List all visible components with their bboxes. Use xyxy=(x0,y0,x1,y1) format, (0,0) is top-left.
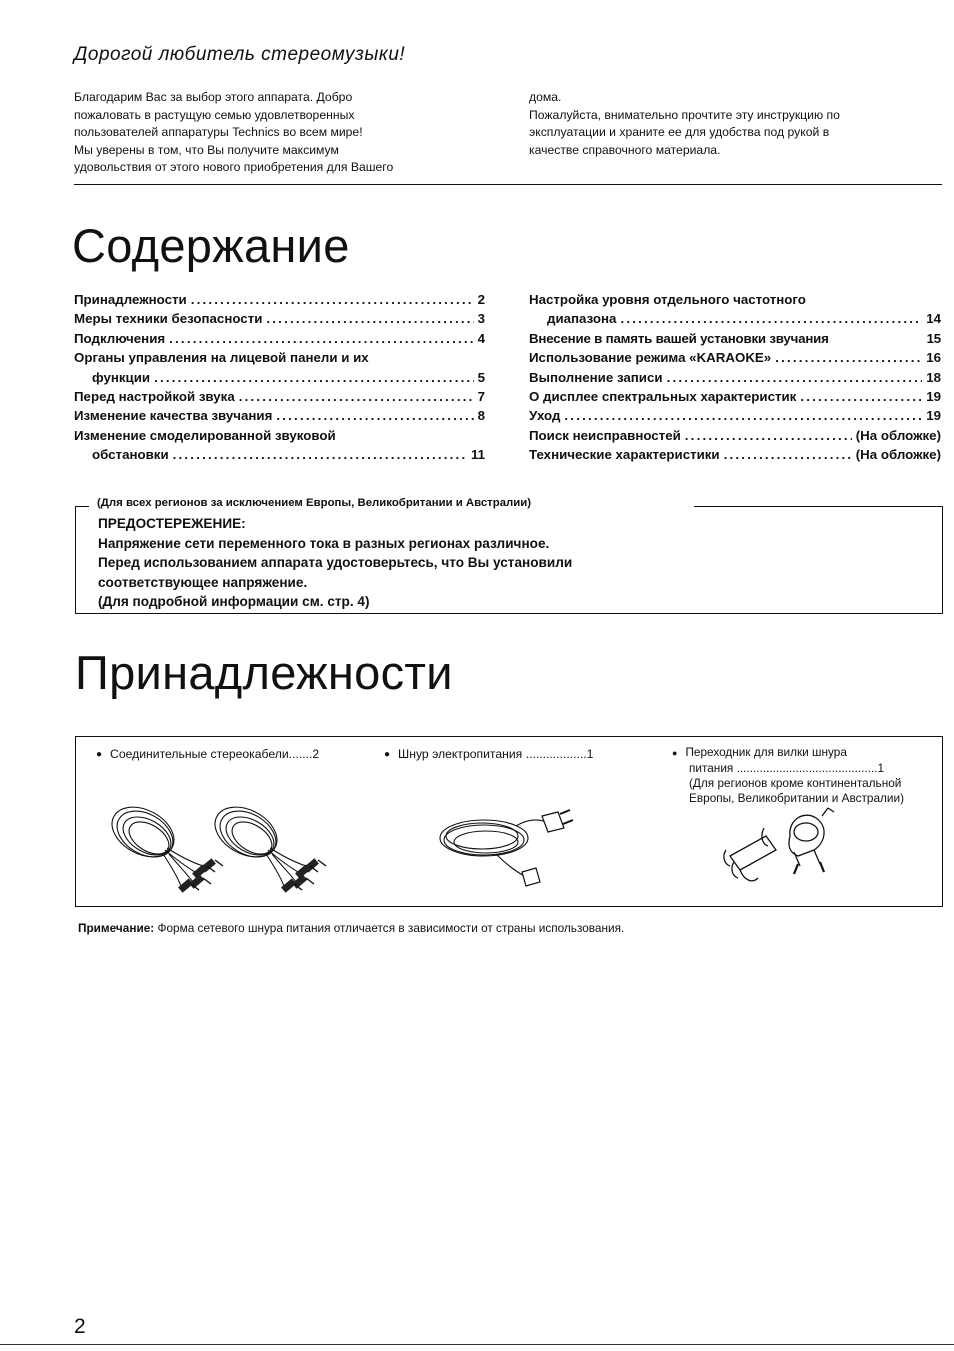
accessory-region-note: Европы, Великобритании и Австралии) xyxy=(689,791,905,805)
toc-leader xyxy=(173,445,467,464)
toc-left-column xyxy=(74,290,485,465)
toc-leader xyxy=(276,406,473,425)
toc-entry[interactable] xyxy=(529,445,941,464)
accessory-qty: 2 xyxy=(312,747,320,761)
accessory-leader: ........................................... xyxy=(736,761,878,775)
bullet-icon: ● xyxy=(96,749,103,760)
caution-line: соответствующее напряжение. xyxy=(98,574,308,590)
toc-entry-page: 7 xyxy=(477,389,485,405)
toc-leader xyxy=(239,387,474,406)
toc-entry-page: (На обложке) xyxy=(855,427,941,443)
toc-leader xyxy=(564,406,922,425)
footnote-text: Форма сетевого шнура питания отличается в зависимости от страны использования. xyxy=(157,921,625,935)
toc-entry[interactable] xyxy=(529,329,941,348)
intro-line: пожаловать в растущую семью удовлетворенных xyxy=(74,107,355,122)
toc-entry-page: 5 xyxy=(477,369,485,385)
toc-entry-title: Подключения xyxy=(74,330,166,346)
toc-entry-page: 4 xyxy=(477,330,485,346)
toc-entry-title: Изменение качества звучания xyxy=(74,408,273,424)
toc-leader xyxy=(266,309,473,328)
caution-line: Напряжение сети переменного тока в разных регионах различное. xyxy=(98,535,550,551)
toc-leader xyxy=(800,387,922,406)
toc-entry-title: обстановки xyxy=(92,447,169,463)
toc-entry[interactable] xyxy=(74,329,485,348)
accessories-title: Принадлежности xyxy=(75,646,453,699)
toc-entry[interactable] xyxy=(74,368,485,387)
toc-entry-title: Выполнение записи xyxy=(529,369,663,385)
toc-entry-title: функции xyxy=(92,369,151,385)
toc-entry-page: 14 xyxy=(926,311,941,327)
toc-leader xyxy=(620,309,922,328)
toc-entry[interactable] xyxy=(74,406,485,425)
toc-leader xyxy=(154,368,474,387)
page-bottom-edge xyxy=(0,1344,954,1345)
intro-line: эксплуатации и храните ее для удобства под рукой в xyxy=(529,125,830,139)
accessory-stereo-cables xyxy=(96,747,319,761)
toc-entry[interactable] xyxy=(529,368,941,387)
power-cord-icon xyxy=(436,800,576,890)
caution-text xyxy=(98,514,572,612)
toc-entry[interactable] xyxy=(529,406,941,425)
toc-entry[interactable] xyxy=(74,309,485,328)
toc-entry-page: 11 xyxy=(470,447,485,463)
accessory-label: Шнур электропитания xyxy=(398,747,523,761)
toc-entry-title: диапазона xyxy=(547,311,617,327)
toc-entry[interactable] xyxy=(529,348,941,367)
intro-line: Пожалуйста, внимательно прочтите эту инструкцию по xyxy=(529,107,840,122)
intro-line: пользователей аппаратуры Technics во всем мире! xyxy=(74,125,363,139)
toc-entry[interactable] xyxy=(529,387,941,406)
accessory-qty: 1 xyxy=(586,747,594,761)
intro-line: удовольствия от этого нового приобретения для Вашего xyxy=(74,160,394,174)
toc-entry[interactable] xyxy=(74,387,485,406)
toc-entry-first-line[interactable]: Настройка уровня отдельного частотного xyxy=(529,292,806,307)
toc-entry-title: Внесение в память вашей установки звучания xyxy=(529,330,829,346)
caution-region-note: (Для всех регионов за исключением Европы, Великобритании и Австралии) xyxy=(97,497,532,509)
intro-line: качестве справочного материала. xyxy=(529,142,721,157)
accessory-leader: .................. xyxy=(525,747,587,761)
accessory-label: Переходник для вилки шнура xyxy=(685,745,847,759)
toc-entry-title: Поиск неисправностей xyxy=(529,427,681,443)
intro-line: дома. xyxy=(529,90,562,104)
section-divider xyxy=(74,184,942,185)
toc-entry-page: (На обложке) xyxy=(855,447,941,463)
toc-entry[interactable] xyxy=(529,426,941,445)
caution-heading: ПРЕДОСТЕРЕЖЕНИЕ: xyxy=(98,516,246,531)
toc-entry[interactable] xyxy=(74,445,485,464)
greeting-heading: Дорогой любитель стереомузыки! xyxy=(74,44,406,65)
toc-entry-page: 19 xyxy=(926,389,941,405)
caution-line: (Для подробной информации см. стр. 4) xyxy=(98,594,370,610)
toc-entry-title: Меры техники безопасности xyxy=(74,311,263,327)
accessory-power-cord xyxy=(384,747,593,761)
toc-entry-title: О дисплее спектральных характеристик xyxy=(529,389,797,405)
intro-line: Благодарим Вас за выбор этого аппарата. Добро xyxy=(74,90,353,104)
toc-leader xyxy=(775,348,922,367)
toc-leader xyxy=(685,426,852,445)
caution-box-top-border-left xyxy=(75,506,89,507)
toc-entry-title: Технические характеристики xyxy=(529,447,720,463)
toc-entry-title: Уход xyxy=(529,408,561,424)
accessory-label-cont: питания xyxy=(689,761,734,775)
toc-entry-first-line[interactable]: Органы управления на лицевой панели и их xyxy=(74,350,369,366)
toc-leader xyxy=(169,329,473,348)
bullet-icon: ● xyxy=(384,749,391,760)
toc-entry-page: 3 xyxy=(477,311,485,327)
footnote xyxy=(78,921,624,935)
toc-entry-page: 19 xyxy=(926,408,941,424)
toc-entry-page: 8 xyxy=(477,408,485,424)
accessory-leader: ....... xyxy=(288,747,313,761)
accessory-label: Соединительные стереокабели xyxy=(110,747,289,761)
toc-entry-title: Использование режима «KARAOKE» xyxy=(529,350,772,366)
toc-leader xyxy=(667,368,923,387)
accessory-qty: 1 xyxy=(877,761,885,775)
toc-entry-page: 2 xyxy=(477,292,485,307)
toc-right-column xyxy=(529,290,941,465)
intro-right-column xyxy=(529,89,840,159)
toc-entry-first-line[interactable]: Изменение смоделированной звуковой xyxy=(74,427,336,443)
toc-entry-title: Принадлежности xyxy=(74,292,187,307)
intro-line: Мы уверены в том, что Вы получите максимум xyxy=(74,142,339,157)
page-number: 2 xyxy=(74,1315,86,1338)
contents-title: Содержание xyxy=(72,219,350,272)
toc-entry[interactable] xyxy=(74,290,485,309)
toc-entry[interactable] xyxy=(529,309,941,328)
accessory-plug-adapter xyxy=(672,745,904,806)
toc-entry-page: 15 xyxy=(926,330,941,346)
caution-box-top-border-right xyxy=(694,506,942,507)
bullet-icon: ● xyxy=(672,748,678,758)
footnote-label: Примечание: xyxy=(78,921,155,935)
toc-entry-page: 16 xyxy=(926,350,941,366)
toc-leader xyxy=(724,445,852,464)
accessory-region-note: (Для регионов кроме континентальной xyxy=(689,776,902,790)
toc-leader xyxy=(191,290,474,309)
toc-entry-title: Перед настройкой звука xyxy=(74,389,235,405)
plug-adapter-icon xyxy=(718,806,844,894)
caution-line: Перед использованием аппарата удостоверьтесь, что Вы установили xyxy=(98,555,573,571)
toc-entry-page: 18 xyxy=(926,369,941,385)
intro-left-column xyxy=(74,89,393,177)
stereo-cable-icon xyxy=(208,802,338,894)
